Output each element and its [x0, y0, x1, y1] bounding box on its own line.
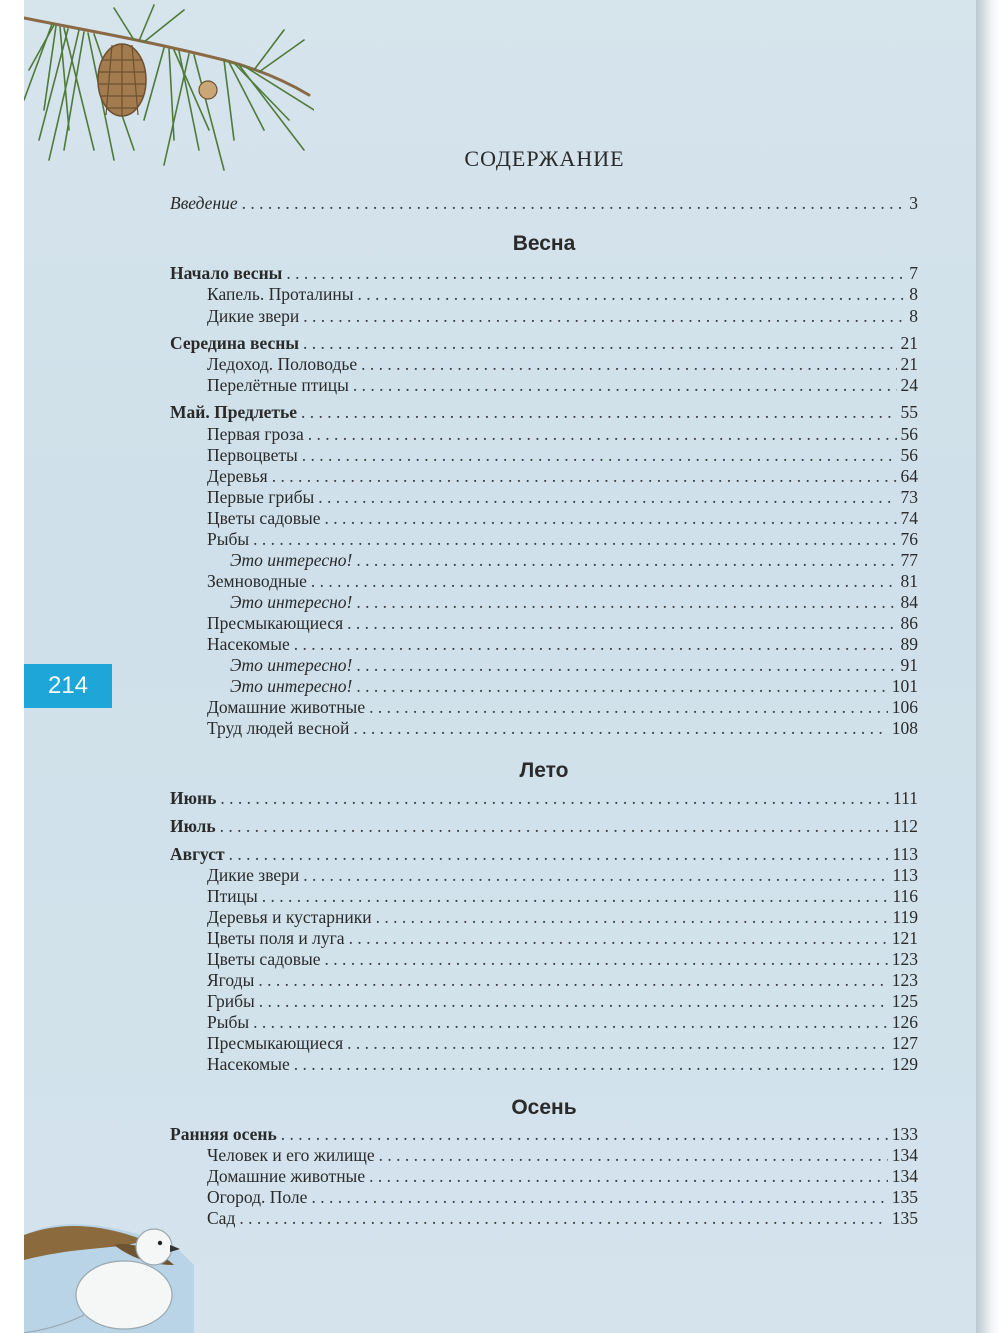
- toc-entry-page: 126: [891, 1012, 918, 1032]
- toc-title: СОДЕРЖАНИЕ: [464, 146, 625, 171]
- dot-leader: [349, 928, 888, 949]
- toc-entry[interactable]: [170, 718, 918, 739]
- ptarmigan-illustration: [24, 1205, 194, 1333]
- toc-entry-page: 81: [900, 571, 918, 591]
- toc-entry-label: Рыбы: [207, 529, 250, 549]
- dot-leader: [356, 655, 896, 676]
- toc-entry-label: Рыбы: [207, 1012, 250, 1032]
- toc-entry-label: Пресмыкающиеся: [207, 1033, 344, 1053]
- page-left-margin: [0, 0, 24, 1333]
- toc-entry[interactable]: [170, 1208, 918, 1229]
- toc-entry[interactable]: [170, 886, 918, 907]
- toc-entry-label: Введение: [170, 193, 238, 213]
- toc-entry-label: Перелётные птицы: [207, 375, 349, 395]
- toc-entry-page: 134: [891, 1166, 918, 1186]
- toc-entry-label: Май. Предлетье: [170, 402, 298, 422]
- toc-entry[interactable]: [170, 970, 918, 991]
- toc-entry[interactable]: [170, 655, 918, 676]
- toc-entry-page: 108: [891, 718, 918, 738]
- toc-entry-label: Сад: [207, 1208, 236, 1228]
- toc-entry[interactable]: [170, 284, 918, 305]
- toc-entry-label: Дикие звери: [207, 865, 300, 885]
- dot-leader: [259, 991, 888, 1012]
- dot-leader: [369, 1166, 888, 1187]
- page-number-badge: 214: [24, 664, 112, 708]
- toc-entry-label: Насекомые: [207, 1054, 290, 1074]
- toc-entry[interactable]: [170, 508, 918, 529]
- section-heading: Весна: [512, 232, 576, 255]
- toc-entry[interactable]: [170, 550, 918, 571]
- toc-entry-page: 111: [893, 788, 918, 808]
- toc-entry-page: 91: [900, 655, 918, 675]
- toc-entry[interactable]: [170, 613, 918, 634]
- dot-leader: [303, 333, 897, 354]
- dot-leader: [303, 865, 888, 886]
- toc-entry-page: 21: [900, 333, 918, 353]
- section-heading: Осень: [511, 1096, 577, 1119]
- toc-entry-label: Середина весны: [170, 333, 299, 353]
- toc-entry-page: 129: [891, 1054, 918, 1074]
- toc-entry-label: Насекомые: [207, 634, 290, 654]
- toc-entry-label: Огород. Поле: [207, 1187, 308, 1207]
- toc-entry-label: Это интересно!: [230, 550, 353, 570]
- dot-leader: [253, 1012, 888, 1033]
- toc-entry[interactable]: [170, 907, 918, 928]
- toc-entry[interactable]: [170, 928, 918, 949]
- toc-entry[interactable]: [170, 354, 918, 375]
- toc-entry[interactable]: [170, 1187, 918, 1208]
- dot-leader: [311, 571, 897, 592]
- toc-entry[interactable]: [170, 844, 918, 865]
- toc-entry-page: 113: [892, 865, 918, 885]
- toc-entry-page: 64: [900, 466, 918, 486]
- toc-entry[interactable]: [170, 788, 918, 809]
- toc-entry-page: 56: [900, 445, 918, 465]
- dot-leader: [253, 529, 896, 550]
- toc-entry-label: Цветы садовые: [207, 508, 321, 528]
- toc-entry-page: 77: [900, 550, 918, 570]
- dot-leader: [347, 1033, 888, 1054]
- dot-leader: [303, 306, 905, 327]
- dot-leader: [262, 886, 889, 907]
- toc-entry-label: Первая гроза: [207, 424, 304, 444]
- dot-leader: [229, 844, 889, 865]
- dot-leader: [311, 1187, 887, 1208]
- toc-entry[interactable]: [170, 1166, 918, 1187]
- dot-leader: [353, 718, 887, 739]
- toc-entry-page: 86: [900, 613, 918, 633]
- toc-entry-label: Это интересно!: [230, 655, 353, 675]
- toc-entry[interactable]: [170, 1054, 918, 1075]
- dot-leader: [294, 1054, 888, 1075]
- toc-entry-label: Ранняя осень: [170, 1124, 277, 1144]
- dot-leader: [347, 613, 896, 634]
- toc-entry-page: 73: [900, 487, 918, 507]
- dot-leader: [325, 508, 897, 529]
- toc-entry-label: Цветы садовые: [207, 949, 321, 969]
- dot-leader: [356, 550, 896, 571]
- toc-entry-page: 112: [892, 816, 918, 836]
- toc-entry-page: 135: [891, 1187, 918, 1207]
- toc-entry-page: 24: [900, 375, 918, 395]
- toc-entry-page: 74: [900, 508, 918, 528]
- dot-leader: [356, 592, 896, 613]
- section-heading: Лето: [519, 759, 569, 782]
- toc-entry[interactable]: [170, 1012, 918, 1033]
- toc-entry-page: 123: [891, 970, 918, 990]
- toc-entry-label: Домашние животные: [207, 697, 366, 717]
- toc-entry-page: 55: [900, 402, 918, 422]
- toc-entry-label: Деревья и кустарники: [207, 907, 372, 927]
- toc-entry-label: Первые грибы: [207, 487, 315, 507]
- toc-entry-page: 125: [891, 991, 918, 1011]
- toc-entry-page: 116: [892, 886, 918, 906]
- toc-entry-page: 21: [900, 354, 918, 374]
- dot-leader: [286, 263, 905, 284]
- toc-entry[interactable]: [170, 1145, 918, 1166]
- toc-entry-page: 84: [900, 592, 918, 612]
- toc-entry[interactable]: [170, 375, 918, 396]
- toc-entry[interactable]: [170, 634, 918, 655]
- dot-leader: [376, 907, 889, 928]
- toc-entry-label: Дикие звери: [207, 306, 300, 326]
- toc-entry-page: 127: [891, 1033, 918, 1053]
- dot-leader: [302, 445, 897, 466]
- toc-entry-label: Июнь: [170, 788, 217, 808]
- toc-entry[interactable]: [170, 263, 918, 284]
- toc-entry[interactable]: [170, 865, 918, 886]
- dot-leader: [281, 1124, 888, 1145]
- toc-entry-page: 101: [891, 676, 918, 696]
- toc-entry-page: 8: [909, 284, 918, 304]
- dot-leader: [258, 970, 887, 991]
- toc-entry[interactable]: [170, 1033, 918, 1054]
- toc-entry[interactable]: [170, 991, 918, 1012]
- toc-entry-page: 76: [900, 529, 918, 549]
- toc-entry-page: 7: [909, 263, 918, 283]
- dot-leader: [220, 788, 889, 809]
- toc-entry[interactable]: [170, 592, 918, 613]
- dot-leader: [242, 193, 906, 214]
- toc-entry-label: Человек и его жилище: [207, 1145, 375, 1165]
- dot-leader: [239, 1208, 887, 1229]
- toc-entry-label: Это интересно!: [230, 592, 353, 612]
- toc-entry-label: Первоцветы: [207, 445, 298, 465]
- dot-leader: [294, 634, 897, 655]
- toc-entry[interactable]: [170, 487, 918, 508]
- toc-entry-label: Ягоды: [207, 970, 255, 990]
- toc-entry-page: 3: [909, 193, 918, 213]
- toc-entry-label: Начало весны: [170, 263, 283, 283]
- toc-entry-page: 123: [891, 949, 918, 969]
- toc-entry-label: Капель. Проталины: [207, 284, 354, 304]
- toc-entry-label: Июль: [170, 816, 216, 836]
- toc-entry-page: 89: [900, 634, 918, 654]
- toc-entry-label: Пресмыкающиеся: [207, 613, 344, 633]
- pine-cone-icon: [98, 44, 146, 116]
- toc-entry[interactable]: [170, 529, 918, 550]
- toc-entry[interactable]: [170, 676, 918, 697]
- toc-entry-intro[interactable]: [170, 193, 918, 214]
- toc-entry[interactable]: [170, 949, 918, 970]
- dot-leader: [369, 697, 888, 718]
- toc-entry-label: Земноводные: [207, 571, 307, 591]
- toc-entry-label: Это интересно!: [230, 676, 353, 696]
- dot-leader: [301, 402, 896, 423]
- toc-entry-label: Август: [170, 844, 225, 864]
- toc-entry[interactable]: [170, 816, 918, 837]
- toc-entry[interactable]: [170, 402, 918, 423]
- toc-entry-page: 113: [892, 844, 918, 864]
- dot-leader: [220, 816, 889, 837]
- toc-entry-page: 119: [892, 907, 918, 927]
- toc-entry[interactable]: [170, 333, 918, 354]
- toc-entry[interactable]: [170, 697, 918, 718]
- toc-entry[interactable]: [170, 1124, 918, 1145]
- dot-leader: [356, 676, 887, 697]
- toc-entry-page: 106: [891, 697, 918, 717]
- toc-entry-label: Труд людей весной: [207, 718, 350, 738]
- dot-leader: [308, 424, 897, 445]
- toc-entry-label: Грибы: [207, 991, 255, 1011]
- toc-entry-page: 135: [891, 1208, 918, 1228]
- toc-entry-page: 133: [891, 1124, 918, 1144]
- toc-entry-page: 8: [909, 306, 918, 326]
- toc-entry-label: Птицы: [207, 886, 258, 906]
- dot-leader: [361, 354, 896, 375]
- toc-entry[interactable]: [170, 571, 918, 592]
- dot-leader: [272, 466, 897, 487]
- toc-entry-page: 134: [891, 1145, 918, 1165]
- toc-entry[interactable]: [170, 445, 918, 466]
- toc-entry[interactable]: [170, 466, 918, 487]
- toc-entry-label: Цветы поля и луга: [207, 928, 345, 948]
- dot-leader: [353, 375, 897, 396]
- toc-entry-label: Деревья: [207, 466, 268, 486]
- toc-entry-label: Ледоход. Половодье: [207, 354, 358, 374]
- dot-leader: [318, 487, 896, 508]
- toc-entry-page: 121: [891, 928, 918, 948]
- toc-entry[interactable]: [170, 306, 918, 327]
- toc-entry-label: Домашние животные: [207, 1166, 366, 1186]
- toc-entry[interactable]: [170, 424, 918, 445]
- toc-entry-page: 56: [900, 424, 918, 444]
- dot-leader: [379, 1145, 888, 1166]
- dot-leader: [325, 949, 888, 970]
- page-binding-shadow: [976, 0, 1000, 1333]
- dot-leader: [358, 284, 906, 305]
